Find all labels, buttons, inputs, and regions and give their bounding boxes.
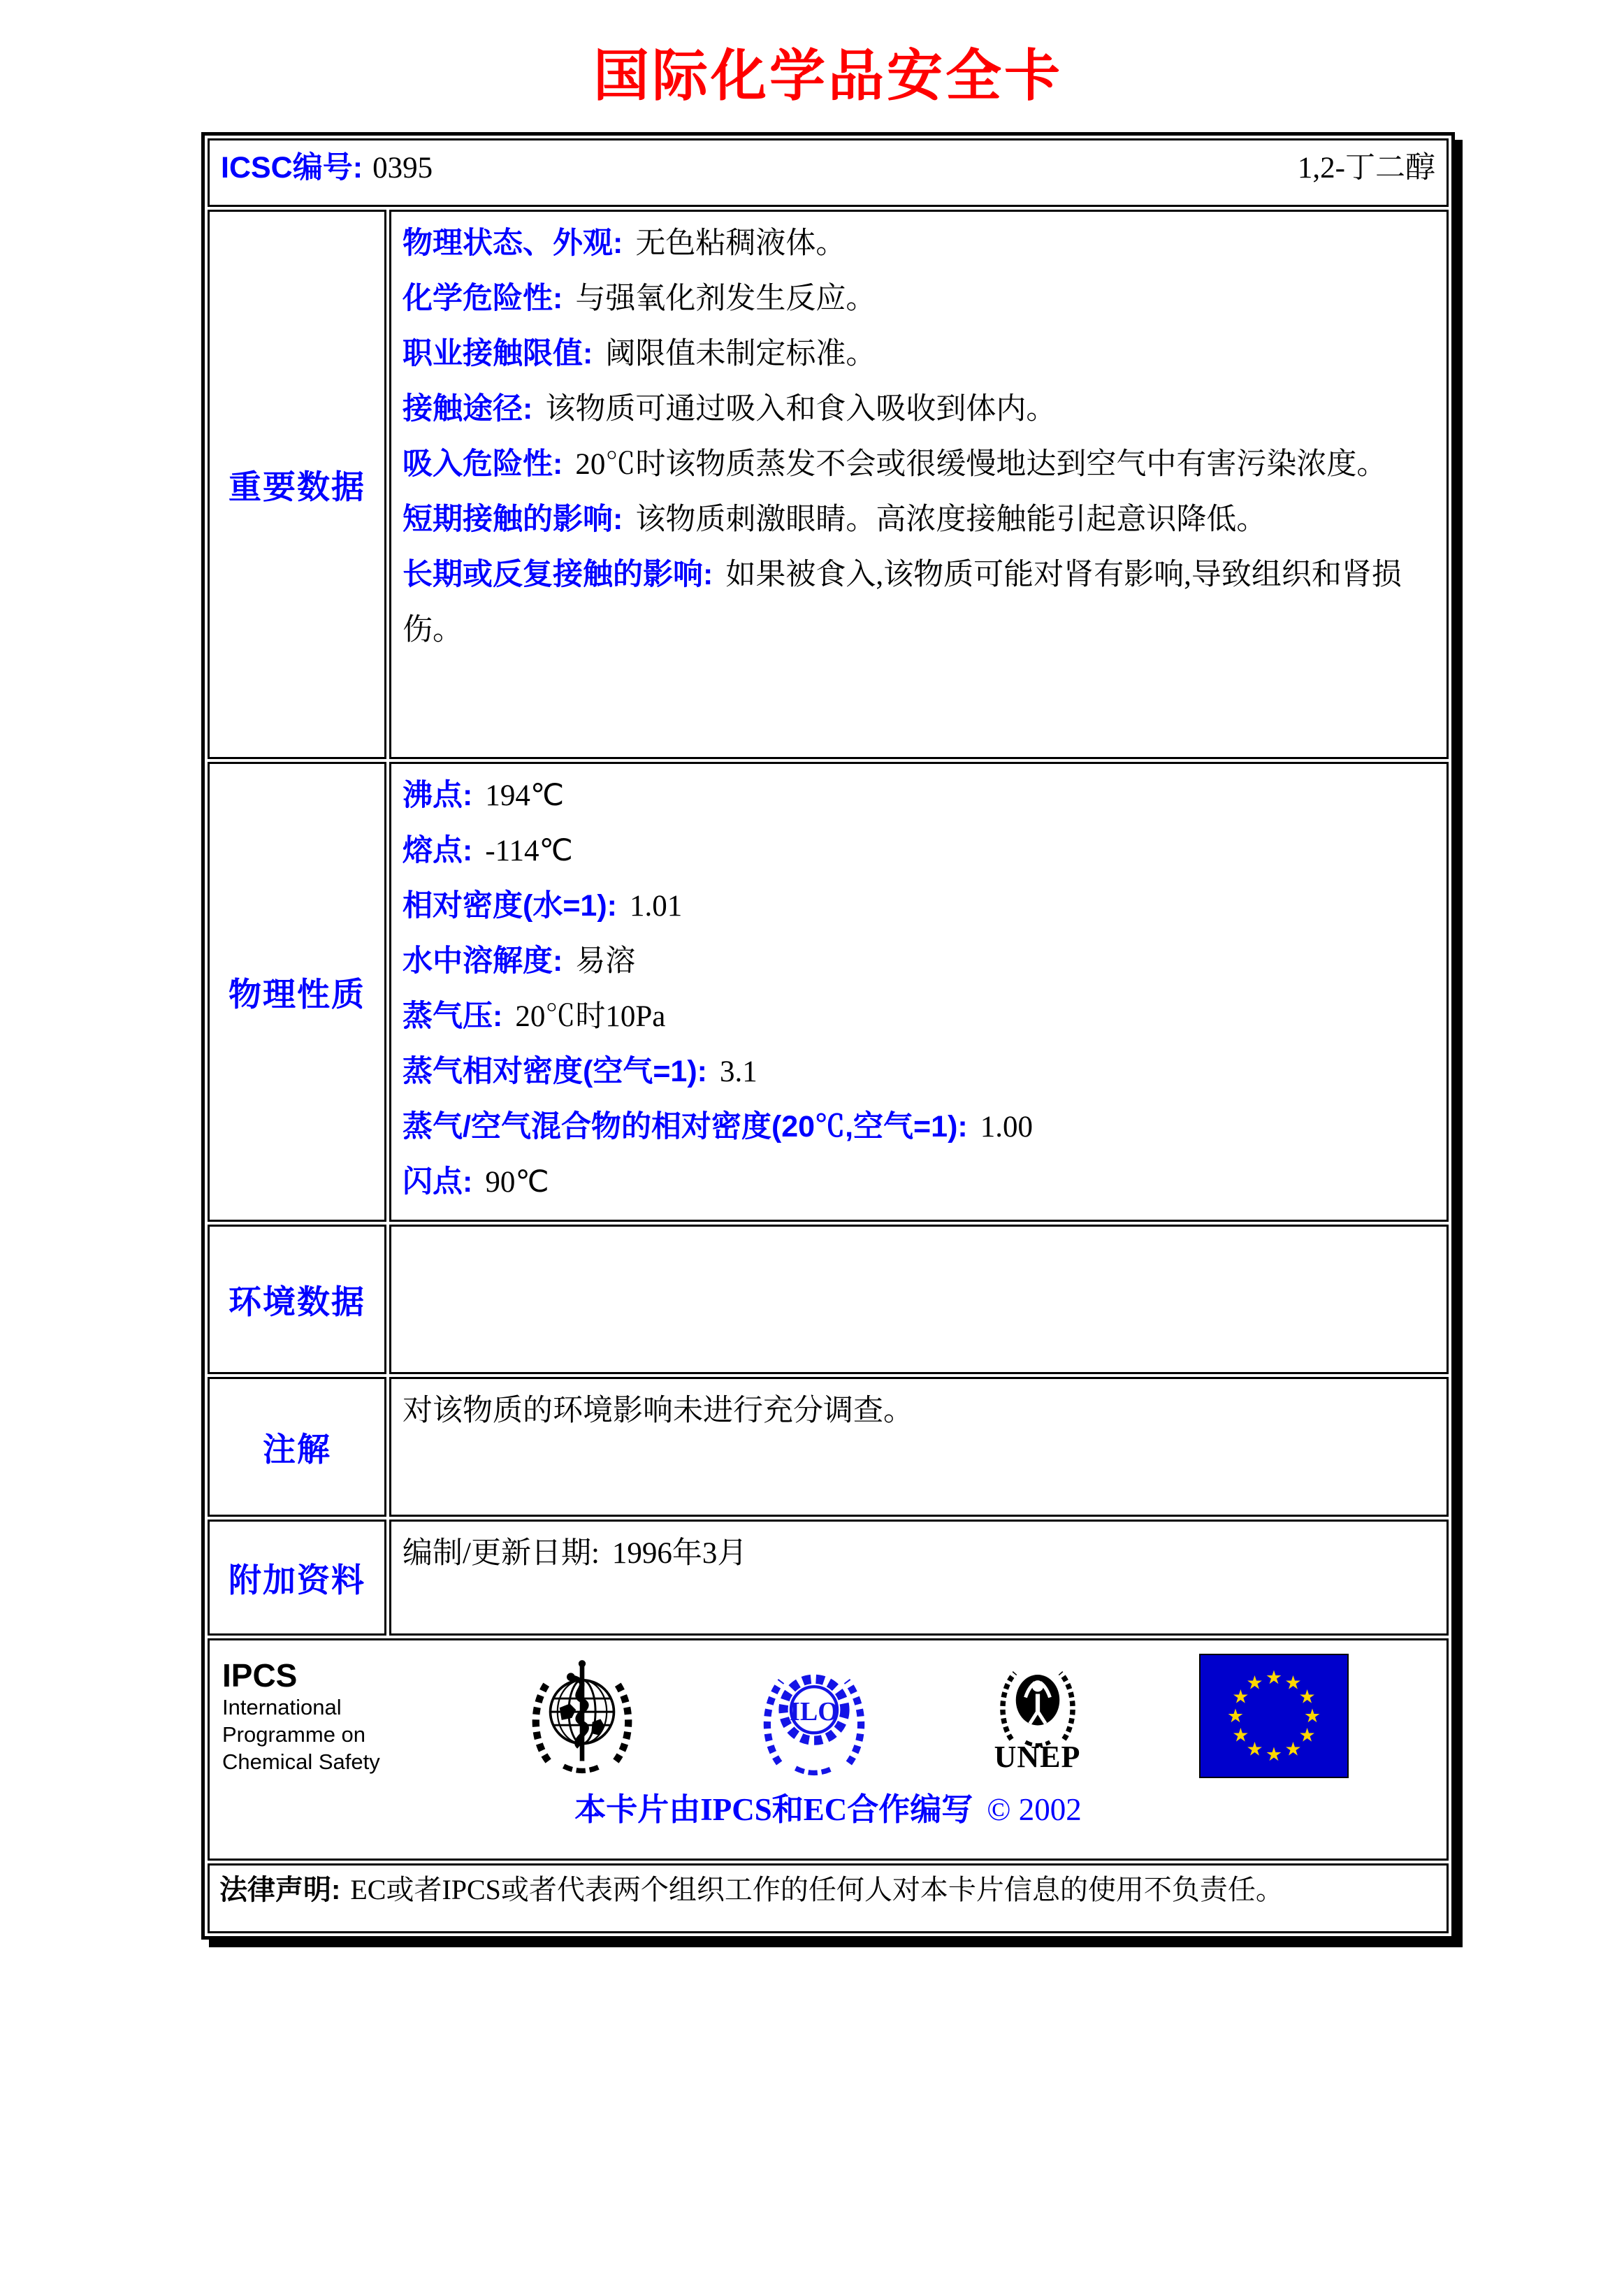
section-row-environmental-data xyxy=(208,1225,1449,1374)
property-value: 如果被食入,该物质可能对肾有影响,导致组织和肾损伤。 xyxy=(403,558,1402,647)
property-value: 194℃ xyxy=(485,779,565,812)
property-label: 职业接触限值: xyxy=(403,337,593,370)
property-label: 熔点: xyxy=(403,834,473,867)
svg-text:★: ★ xyxy=(1232,1724,1249,1746)
logos-row xyxy=(208,1638,1449,1861)
svg-text:★: ★ xyxy=(1303,1705,1321,1726)
property-label: 长期或反复接触的影响: xyxy=(403,558,713,591)
property-value: 90℃ xyxy=(485,1166,549,1199)
svg-text:★: ★ xyxy=(1265,1667,1283,1688)
ipcs-title: IPCS xyxy=(222,1657,298,1694)
section-content-physical-properties xyxy=(389,762,1449,1222)
section-content-notes xyxy=(389,1377,1449,1517)
property-label: 水中溶解度: xyxy=(403,944,563,978)
property-label: 蒸气相对密度(空气=1): xyxy=(403,1055,707,1088)
icsc-number-label: ICSC编号: xyxy=(221,151,363,185)
svg-text:★: ★ xyxy=(1246,1738,1263,1760)
property-label: 蒸气压: xyxy=(403,1000,503,1033)
svg-text:★: ★ xyxy=(1284,1738,1302,1760)
svg-text:★: ★ xyxy=(1246,1672,1263,1694)
property-label: 化学危险性: xyxy=(403,282,563,315)
logos-cell xyxy=(208,1638,1449,1861)
property-label: 蒸气/空气混合物的相对密度(20℃,空气=1): xyxy=(403,1110,968,1143)
property-line xyxy=(403,934,1435,989)
credit-text: 本卡片由IPCS和EC合作编写 xyxy=(574,1792,973,1827)
unep-logo-icon xyxy=(985,1659,1090,1747)
svg-text:★: ★ xyxy=(1265,1744,1283,1765)
property-value: 无色粘稠液体。 xyxy=(635,227,846,260)
section-label-important-data: 重要数据 xyxy=(208,210,386,759)
property-line xyxy=(403,437,1435,492)
property-line xyxy=(403,989,1435,1044)
section-label-physical-properties: 物理性质 xyxy=(208,762,386,1222)
property-label: 吸入危险性: xyxy=(403,447,563,481)
svg-text:★: ★ xyxy=(1298,1686,1316,1708)
unep-logo-block xyxy=(985,1659,1090,1773)
property-value: 3.1 xyxy=(719,1055,757,1088)
legal-cell xyxy=(208,1863,1449,1933)
property-line xyxy=(403,1155,1435,1210)
property-line xyxy=(403,823,1435,879)
eu-flag-icon xyxy=(1199,1654,1349,1778)
property-label: 物理状态、外观: xyxy=(403,226,623,260)
ipcs-subtitle-line: Programme on xyxy=(222,1722,366,1747)
ilo-logo-icon xyxy=(753,1652,876,1780)
property-line xyxy=(403,1526,1435,1581)
ilo-letters: ILO xyxy=(790,1697,839,1727)
chemical-name: 1,2-丁二醇 xyxy=(1297,151,1435,185)
svg-text:★: ★ xyxy=(1232,1686,1249,1708)
section-row-physical-properties xyxy=(208,762,1449,1222)
ipcs-subtitle-line: Chemical Safety xyxy=(222,1749,380,1774)
section-label-additional-information: 附加资料 xyxy=(208,1520,386,1636)
property-value: 与强氧化剂发生反应。 xyxy=(575,282,876,315)
icsc-number-value: 0395 xyxy=(372,152,433,185)
property-value: 该物质可通过吸入和食入吸收到体内。 xyxy=(545,393,1057,426)
property-value: 阈限值未制定标准。 xyxy=(605,338,876,370)
section-content-additional-information xyxy=(389,1520,1449,1636)
property-line xyxy=(403,1044,1435,1099)
property-label: 短期接触的影响: xyxy=(403,503,623,536)
property-line xyxy=(403,547,1435,658)
property-value: 1.00 xyxy=(980,1111,1033,1143)
section-label-notes: 注解 xyxy=(208,1377,386,1517)
property-value: -114℃ xyxy=(485,835,573,867)
icsc-card-table xyxy=(201,132,1455,1940)
svg-text:★: ★ xyxy=(1298,1724,1316,1746)
property-line xyxy=(403,1099,1435,1155)
property-line xyxy=(403,879,1435,934)
property-label: 闪点: xyxy=(403,1165,473,1199)
property-value: 该物质刺激眼睛。高浓度接触能引起意识降低。 xyxy=(635,503,1267,536)
section-content-important-data xyxy=(389,210,1449,759)
property-label: 相对密度(水=1): xyxy=(403,889,617,923)
property-line xyxy=(403,216,1435,271)
legal-row xyxy=(208,1863,1449,1933)
unep-label: UNEP xyxy=(994,1740,1081,1774)
section-content-environmental-data xyxy=(389,1225,1449,1374)
svg-text:★: ★ xyxy=(1284,1672,1302,1694)
section-label-environmental-data: 环境数据 xyxy=(208,1225,386,1374)
section-row-additional-information xyxy=(208,1520,1449,1636)
header-row xyxy=(208,138,1449,207)
property-line xyxy=(403,326,1435,382)
property-value: 1.01 xyxy=(629,890,683,923)
legal-label: 法律声明: xyxy=(219,1875,341,1905)
icsc-document xyxy=(201,31,1455,1940)
update-date-label: 编制/更新日期: xyxy=(403,1537,600,1570)
property-label: 接触途径: xyxy=(403,392,533,426)
property-line xyxy=(403,382,1435,437)
property-line xyxy=(403,492,1435,547)
property-line xyxy=(403,271,1435,326)
credit-year: © 2002 xyxy=(987,1792,1082,1827)
section-row-notes xyxy=(208,1377,1449,1517)
header-cell xyxy=(208,138,1449,207)
svg-text:★: ★ xyxy=(1226,1705,1245,1726)
ipcs-text-block xyxy=(222,1657,411,1775)
who-logo-icon xyxy=(521,1652,644,1780)
property-value: 20℃时10Pa xyxy=(515,1000,666,1033)
page-title: 国际化学品安全卡 xyxy=(593,46,1063,108)
property-line xyxy=(403,768,1435,823)
property-label: 沸点: xyxy=(403,779,473,812)
property-value: 易溶 xyxy=(575,945,636,978)
ipcs-subtitle-line: International xyxy=(222,1694,342,1719)
property-value: 20℃时该物质蒸发不会或很缓慢地达到空气中有害污染浓度。 xyxy=(575,448,1387,481)
legal-text: EC或者IPCS或者代表两个组织工作的任何人对本卡片信息的使用不负责任。 xyxy=(350,1874,1284,1905)
section-row-important-data xyxy=(208,210,1449,759)
credit-line xyxy=(210,1790,1447,1829)
update-date-value: 1996年3月 xyxy=(611,1537,748,1570)
notes-text: 对该物质的环境影响未进行充分调查。 xyxy=(403,1394,913,1427)
